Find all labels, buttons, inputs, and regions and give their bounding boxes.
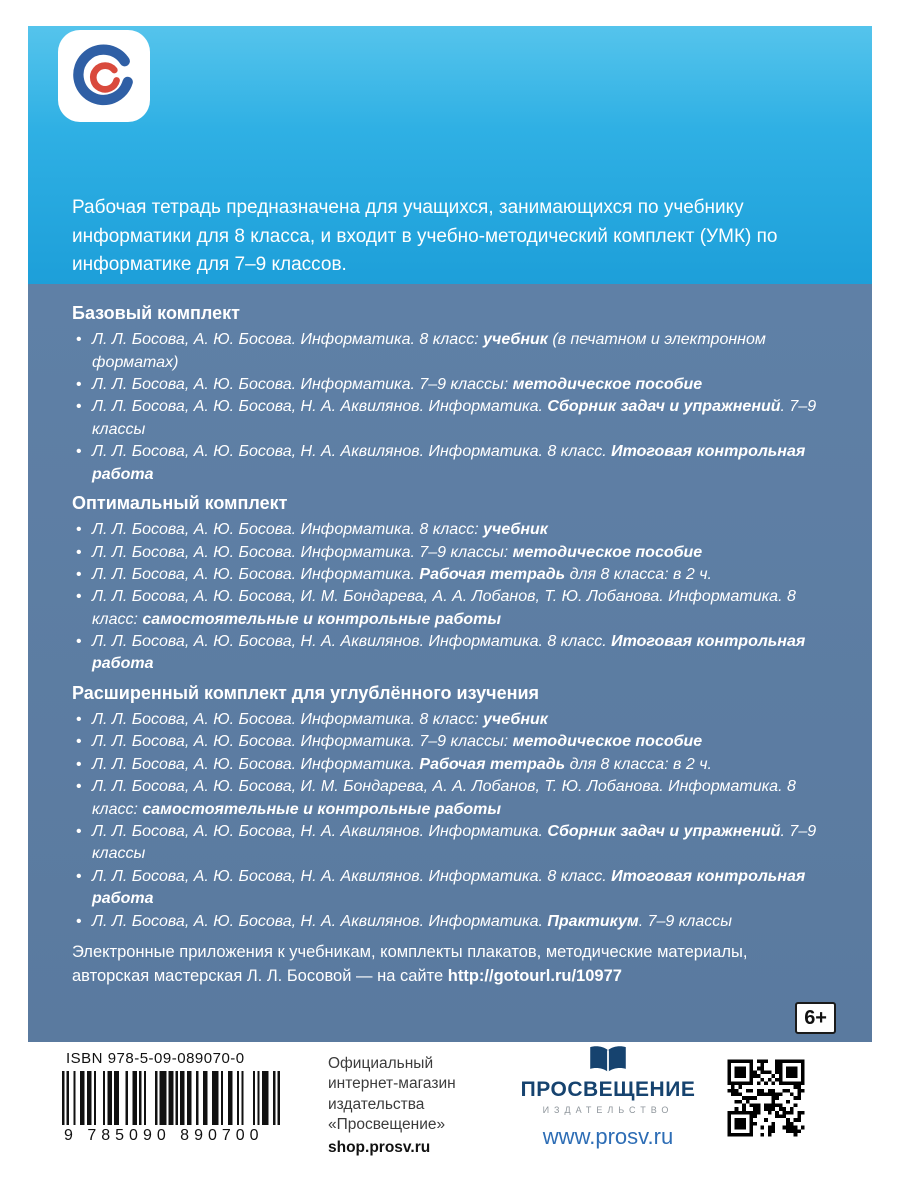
book-list-item <box>72 519 834 541</box>
publisher-block <box>500 1044 716 1150</box>
book-item-text: Л. Л. Босова, А. Ю. Босова, Н. А. Аквилянов. Информатика. 8 класс. Итоговая контрольная работа <box>92 443 806 483</box>
book-item-text: Л. Л. Босова, А. Ю. Босова, Н. А. Аквилянов. Информатика. Сборник задач и упражнений. 7–9 классы <box>92 822 817 863</box>
bullet-icon: • <box>76 543 82 561</box>
publisher-name: ПРОСВЕЩЕНИЕ <box>520 1078 696 1101</box>
isbn-block <box>62 1050 314 1145</box>
bullet-icon: • <box>76 375 82 393</box>
age-badge: 6+ <box>795 1002 836 1034</box>
book-item-text: Л. Л. Босова, А. Ю. Босова, Н. А. Аквилянов. Информатика. 8 класс. Итоговая контрольная работа <box>92 867 806 908</box>
top-band <box>28 26 872 284</box>
book-list-item <box>72 631 834 676</box>
isbn-text <box>66 1050 314 1067</box>
book-list-item <box>72 542 834 564</box>
isbn-number: 978-5-09-089070-0 <box>107 1050 245 1067</box>
bullet-icon: • <box>76 331 82 349</box>
note-text <box>72 941 796 989</box>
book-item-text: Л. Л. Босова, А. Ю. Босова. Информатика. 7–9 классы: методическое пособие <box>92 543 703 561</box>
book-item-text: Л. Л. Босова, А. Ю. Босова. Информатика. 7–9 классы: методическое пособие <box>92 375 703 393</box>
barcode <box>62 1071 280 1125</box>
book-list-item <box>72 776 834 821</box>
book-item-text: Л. Л. Босова, А. Ю. Босова, Н. А. Аквилянов. Информатика. Сборник задач и упражнений. 7–9 классы <box>92 398 817 438</box>
bullet-icon: • <box>76 755 82 773</box>
bullet-icon: • <box>76 521 82 539</box>
book-list-item <box>72 731 834 753</box>
book-item-text: Л. Л. Босова, А. Ю. Босова. Информатика. Рабочая тетрадь для 8 класса: в 2 ч. <box>92 565 712 583</box>
book-item-text: Л. Л. Босова, А. Ю. Босова, И. М. Бондарева, А. А. Лобанов, Т. Ю. Лобанова. Информатика. 8 класс: самостоятельные и контрольные работы <box>92 588 796 628</box>
book-list-item <box>72 329 834 374</box>
bullet-icon: • <box>76 565 82 583</box>
publisher-subtitle: ИЗДАТЕЛЬСТВО <box>542 1105 674 1115</box>
publisher-group-logo <box>58 30 150 122</box>
book-list-item <box>72 709 834 731</box>
book-list-item <box>72 754 834 776</box>
book-sections <box>72 301 834 933</box>
bullet-icon: • <box>76 867 82 885</box>
book-item-text: Л. Л. Босова, А. Ю. Босова. Информатика. 8 класс: учебник <box>92 711 548 729</box>
intro-text: Рабочая тетрадь предназначена для учащихся, занимающихся по учебнику информатики для 8 класса, и входит в учебно-методический комплект (УМК) по информатике для 7–9 классов. <box>72 197 778 275</box>
book-list-item <box>72 374 834 396</box>
bullet-icon: • <box>76 398 82 416</box>
book-list-item <box>72 821 834 866</box>
bullet-icon: • <box>76 588 82 606</box>
bullet-icon: • <box>76 443 82 461</box>
footer <box>28 1042 872 1174</box>
bullet-icon: • <box>76 733 82 751</box>
barcode-digits: 9 785090 890700 <box>64 1127 264 1144</box>
shop-line: издательства <box>328 1095 425 1113</box>
shop-info <box>328 1054 498 1158</box>
note-body: Электронные приложения к учебникам, комплекты плакатов, методические материалы, авторская мастерская Л. Л. Босовой — на сайте <box>72 942 748 985</box>
section-title: Базовый комплект <box>72 303 240 323</box>
book-list-item <box>72 396 834 441</box>
swirl-logo-icon <box>67 39 141 113</box>
bullet-icon: • <box>76 822 82 840</box>
bullet-icon: • <box>76 912 82 930</box>
book-list-item <box>72 441 834 486</box>
shop-line: Официальный <box>328 1055 434 1072</box>
shop-url: shop.prosv.ru <box>328 1138 431 1156</box>
bullet-icon: • <box>76 633 82 651</box>
book-list-item <box>72 911 834 933</box>
qr-code <box>720 1052 812 1144</box>
bullet-icon: • <box>76 778 82 796</box>
middle-band <box>28 284 872 1042</box>
section-title: Оптимальный комплект <box>72 492 288 513</box>
book-list-item <box>72 586 834 631</box>
book-item-text: Л. Л. Босова, А. Ю. Босова, Н. А. Аквилянов. Информатика. 8 класс. Итоговая контрольная работа <box>92 633 806 673</box>
book-item-text: Л. Л. Босова, А. Ю. Босова. Информатика. 8 класс: учебник (в печатном и электронном форматах) <box>92 331 766 371</box>
publisher-url: www.prosv.ru <box>542 1124 674 1149</box>
bullet-icon: • <box>76 711 82 729</box>
gotourl-link: http://gotourl.ru/10977 <box>447 966 622 985</box>
isbn-label: ISBN <box>66 1050 104 1067</box>
shop-line: «Просвещение» <box>328 1116 446 1134</box>
section-title: Расширенный комплект для углублённого изучения <box>72 682 540 703</box>
shop-line: интернет-магазин <box>328 1075 456 1093</box>
book-item-text: Л. Л. Босова, А. Ю. Босова. Информатика. 7–9 классы: методическое пособие <box>92 733 703 751</box>
book-item-text: Л. Л. Босова, А. Ю. Босова, И. М. Бондарева, А. А. Лобанов, Т. Ю. Лобанова. Информатика. 8 класс: самостоятельные и контрольные работы <box>92 778 796 818</box>
book-list-item <box>72 866 834 911</box>
book-item-text: Л. Л. Босова, А. Ю. Босова. Информатика. 8 класс: учебник <box>92 521 548 539</box>
book-list-item <box>72 564 834 586</box>
open-book-icon <box>586 1044 630 1076</box>
book-item-text: Л. Л. Босова, А. Ю. Босова. Информатика. Рабочая тетрадь для 8 класса: в 2 ч. <box>92 755 712 773</box>
book-item-text: Л. Л. Босова, А. Ю. Босова, Н. А. Аквилянов. Информатика. Практикум. 7–9 классы <box>92 912 732 930</box>
